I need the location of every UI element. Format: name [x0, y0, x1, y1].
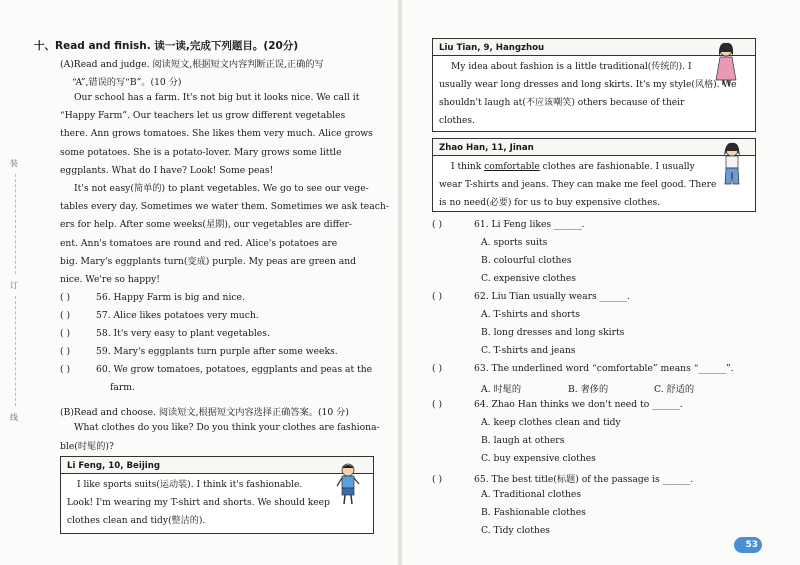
- speaker-line: [439, 158, 715, 176]
- answer-paren[interactable]: ( ): [60, 328, 71, 339]
- speaker-line: clothes.: [439, 116, 475, 126]
- option[interactable]: B. Fashionable clothes: [481, 507, 586, 518]
- speaker-line: usually wear long dresses and long skirts. It's my style(风格). We: [439, 80, 737, 90]
- answer-paren[interactable]: ( ): [60, 346, 71, 357]
- speaker-line: Look! I'm wearing my T-shirt and shorts. We should keep: [67, 498, 330, 508]
- speaker-text: [433, 156, 755, 214]
- question-text: 59. Mary's eggplants turn purple after some weeks.: [96, 346, 338, 357]
- answer-paren[interactable]: ( ): [60, 364, 71, 375]
- speaker-box-liu-tian: [432, 38, 756, 132]
- passage-line: there. Ann grows tomatoes. She likes them very much. Alice grows: [60, 128, 373, 140]
- speaker-line: shouldn't laugh at(不应该嘲笑) others because of their: [439, 98, 685, 108]
- answer-paren[interactable]: ( ): [60, 310, 71, 321]
- question-text: 64. Zhao Han thinks we don't need to ______.: [474, 399, 683, 410]
- text-run: clothes are fashionable. I usually: [539, 162, 695, 172]
- part-b-question: What clothes do you like? Do you think your clothes are fashiona-: [74, 422, 380, 433]
- question-text: 60. We grow tomatoes, potatoes, eggplants and peas at the: [96, 364, 373, 375]
- passage-line: eggplants. What do I have? Look! Some peas!: [60, 164, 274, 176]
- option[interactable]: A. Traditional clothes: [481, 489, 582, 500]
- option[interactable]: C. T-shirts and jeans: [481, 345, 576, 356]
- passage-line: tables every day. Sometimes we water them. Sometimes we ask teach-: [60, 201, 389, 213]
- option[interactable]: A. 时髦的: [481, 384, 522, 395]
- speaker-line: clothes clean and tidy(整洁的).: [67, 516, 206, 526]
- girl-illustration-icon: [712, 42, 740, 86]
- question-text: 57. Alice likes potatoes very much.: [96, 310, 259, 321]
- question-57: [60, 310, 259, 321]
- answer-paren[interactable]: ( ): [432, 291, 443, 302]
- part-a-title: (A)Read and judge. 阅读短文,根据短文内容判断正误,正确的写: [60, 59, 324, 70]
- question-65: [432, 471, 693, 485]
- question-text: 65. The best title(标题) of the passage is ______.: [474, 474, 694, 485]
- question-56: [60, 292, 245, 303]
- question-64: [432, 399, 683, 410]
- speaker-line: My idea about fashion is a little traditional(传统的). I: [451, 62, 692, 72]
- speaker-line: is no need(必要) for us to buy expensive clothes.: [439, 198, 661, 208]
- part-b-title: (B)Read and choose. 阅读短文,根据短文内容选择正确答案。(10 分): [60, 407, 349, 418]
- option[interactable]: A. sports suits: [481, 237, 548, 248]
- part-a-title-cont: “A”,错误的写“B”。(10 分): [72, 77, 182, 88]
- binding-dash: [15, 174, 17, 274]
- passage-line: some potatoes. She is a potato-lover. Mary grows some little: [60, 146, 342, 158]
- option[interactable]: B. long dresses and long skirts: [481, 327, 625, 338]
- speaker-line: I like sports suits(运动装). I think it's fashionable.: [77, 480, 303, 490]
- question-text: 56. Happy Farm is big and nice.: [96, 292, 245, 303]
- text-run: I think: [451, 162, 485, 172]
- option[interactable]: B. laugh at others: [481, 435, 565, 446]
- question-61: [432, 219, 585, 230]
- page-number: 53: [745, 540, 758, 550]
- girl-jeans-illustration-icon: [718, 142, 746, 186]
- answer-paren[interactable]: ( ): [432, 219, 443, 230]
- passage-line: ent. Ann's tomatoes are round and red. Alice's potatoes are: [60, 237, 338, 249]
- question-text: 63. The underlined word “comfortable” means “______”.: [474, 363, 734, 374]
- option[interactable]: C. expensive clothes: [481, 273, 576, 284]
- passage-line: “Happy Farm”. Our teachers let us grow different vegetables: [60, 110, 346, 122]
- question-60-cont: farm.: [110, 382, 135, 393]
- passage-line: nice. We're so happy!: [60, 274, 160, 286]
- binding-mark: 订: [10, 281, 18, 290]
- option[interactable]: A. keep clothes clean and tidy: [481, 417, 621, 428]
- binding-line: [10, 150, 22, 450]
- answer-paren[interactable]: ( ): [432, 474, 443, 485]
- speaker-box-li-feng: [60, 456, 374, 534]
- passage-line: It's not easy(简单的) to plant vegetables. We go to see our vege-: [74, 183, 369, 195]
- passage-a: [60, 89, 389, 289]
- option[interactable]: B. 奢侈的: [568, 384, 609, 395]
- speaker-name: Liu Tian, 9, Hangzhou: [433, 39, 755, 56]
- speaker-text: [61, 474, 373, 532]
- answer-paren[interactable]: ( ): [432, 399, 443, 410]
- speaker-text: [433, 56, 755, 132]
- passage-line: big. Mary's eggplants turn(变成) purple. My peas are green and: [60, 255, 357, 267]
- part-b-question-cont: ble(时髦的)?: [60, 441, 114, 452]
- option[interactable]: C. 舒适的: [654, 384, 695, 395]
- question-58: [60, 328, 270, 339]
- speaker-name: Li Feng, 10, Beijing: [61, 457, 373, 474]
- question-63: [432, 363, 734, 374]
- passage-line: Our school has a farm. It's not big but it looks nice. We call it: [74, 92, 360, 103]
- question-59: [60, 346, 338, 357]
- question-60: [60, 364, 372, 375]
- section-title: 十、Read and finish. 读一读,完成下列题目。(20分): [34, 40, 299, 52]
- question-62: [432, 291, 630, 302]
- underlined-word: comfortable: [484, 162, 540, 172]
- answer-paren[interactable]: ( ): [60, 292, 71, 303]
- answer-paren[interactable]: ( ): [432, 363, 443, 374]
- speaker-box-zhao-han: [432, 138, 756, 212]
- question-text: 58. It's very easy to plant vegetables.: [96, 328, 270, 339]
- option[interactable]: C. buy expensive clothes: [481, 453, 596, 464]
- option[interactable]: B. colourful clothes: [481, 255, 572, 266]
- binding-dash: [15, 296, 17, 406]
- question-text: 61. Li Feng likes ______.: [474, 219, 585, 230]
- boy-illustration-icon: [334, 462, 362, 506]
- question-text: 62. Liu Tian usually wears ______.: [474, 291, 631, 302]
- passage-line: ers for help. After some weeks(星期), our vegetables are differ-: [60, 219, 353, 231]
- option[interactable]: A. T-shirts and shorts: [481, 309, 580, 320]
- option[interactable]: C. Tidy clothes: [481, 525, 550, 536]
- speaker-line: wear T-shirts and jeans. They can make me feel good. There: [439, 180, 717, 190]
- binding-mark: 装: [10, 159, 18, 168]
- binding-mark: 线: [10, 413, 18, 422]
- speaker-name: Zhao Han, 11, Jinan: [433, 139, 755, 156]
